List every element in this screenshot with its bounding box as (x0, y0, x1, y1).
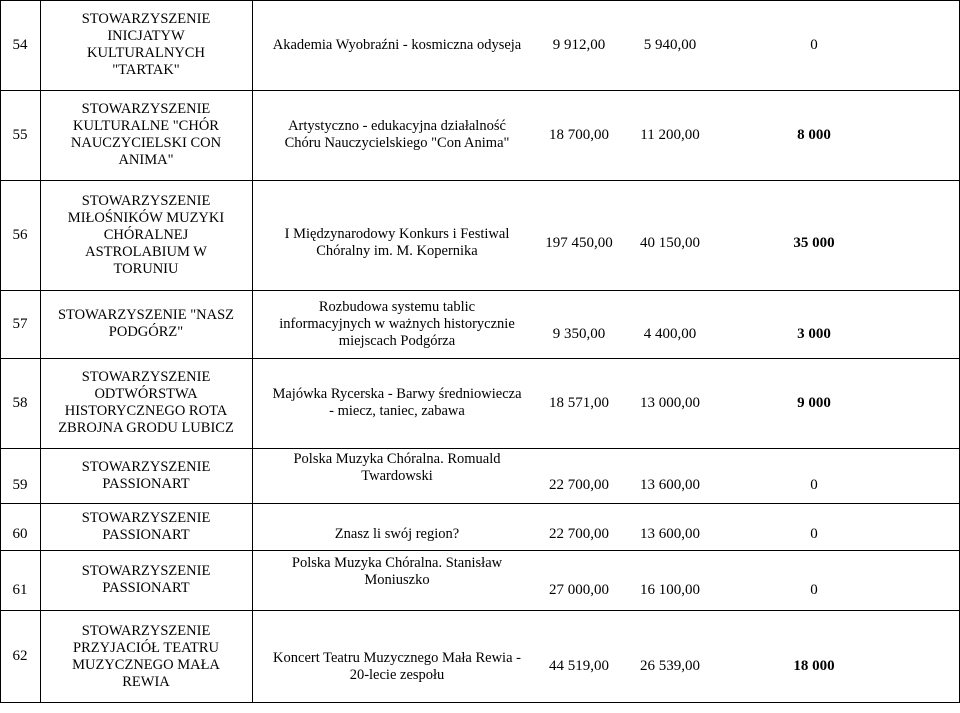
requested-amount: 16 100,00 (640, 581, 700, 598)
total-cost: 22 700,00 (549, 526, 609, 542)
row-number: 61 (12, 581, 28, 598)
row-number: 55 (12, 126, 28, 143)
total-cost: 9 350,00 (552, 325, 606, 342)
organization-name: STOWARZYSZENIE ODTWÓRSTWA HISTORYCZNEGO ROTA ZBROJNA GRODU LUBICZ (58, 369, 234, 436)
project-title: Znasz li swój region? (334, 526, 460, 542)
row-number: 57 (12, 315, 28, 332)
organization-name: STOWARZYSZENIE INICJATYW KULTURALNYCH "TARTAK" (81, 11, 211, 78)
granted-amount: 35 000 (793, 234, 835, 251)
project-title: Polska Muzyka Chóralna. Romuald Twardowski (293, 450, 501, 484)
granted-amount: 0 (810, 36, 818, 53)
total-cost: 44 519,00 (549, 658, 609, 674)
row-number: 58 (12, 394, 28, 411)
project-title: I Międzynarodowy Konkurs i Festiwal Chóralny im. M. Kopernika (284, 226, 510, 259)
requested-amount: 26 539,00 (640, 658, 700, 674)
project-title: Koncert Teatru Muzycznego Mała Rewia - 20-lecie zespołu (273, 649, 521, 683)
granted-amount: 3 000 (797, 325, 831, 342)
organization-name: STOWARZYSZENIE "NASZ PODGÓRZ" (57, 307, 235, 340)
row-number: 56 (12, 226, 28, 243)
requested-amount: 5 940,00 (643, 36, 697, 53)
organization-name: STOWARZYSZENIE PASSIONART (81, 458, 211, 492)
total-cost: 22 700,00 (549, 477, 609, 493)
granted-amount: 0 (810, 477, 818, 493)
row-number: 62 (12, 648, 28, 664)
total-cost: 27 000,00 (549, 581, 609, 598)
requested-amount: 4 400,00 (643, 325, 697, 342)
organization-name: STOWARZYSZENIE PASSIONART (81, 509, 211, 543)
requested-amount: 11 200,00 (640, 126, 700, 143)
requested-amount: 13 000,00 (640, 394, 700, 411)
total-cost: 18 700,00 (549, 126, 609, 143)
granted-amount: 18 000 (793, 658, 835, 674)
total-cost: 18 571,00 (549, 394, 609, 411)
requested-amount: 13 600,00 (640, 477, 700, 493)
row-number: 54 (12, 36, 28, 53)
project-title: Polska Muzyka Chóralna. Stanisław Moniuszko (291, 555, 503, 588)
project-title: Majówka Rycerska - Barwy średniowiecza - miecz, taniec, zabawa (272, 386, 522, 419)
organization-name: STOWARZYSZENIE PASSIONART (81, 563, 211, 596)
project-title: Akademia Wyobraźni - kosmiczna odyseja (272, 36, 522, 53)
organization-name: STOWARZYSZENIE MIŁOŚNIKÓW MUZYKI CHÓRALNEJ ASTROLABIUM W TORUNIU (67, 192, 225, 277)
granted-amount: 8 000 (797, 126, 831, 143)
organization-name: STOWARZYSZENIE KULTURALNE "CHÓR NAUCZYCIELSKI CON ANIMA" (70, 101, 222, 168)
granted-amount: 0 (810, 526, 818, 542)
total-cost: 197 450,00 (545, 234, 613, 251)
requested-amount: 13 600,00 (640, 526, 700, 542)
total-cost: 9 912,00 (552, 36, 606, 53)
row-number: 60 (12, 526, 28, 542)
organization-name: STOWARZYSZENIE PRZYJACIÓŁ TEATRU MUZYCZNEGO MAŁA REWIA (72, 622, 220, 690)
granted-amount: 0 (810, 581, 818, 598)
requested-amount: 40 150,00 (640, 234, 700, 251)
row-number: 59 (12, 477, 28, 493)
project-title: Rozbudowa systemu tablic informacyjnych w ważnych historycznie miejscach Podgórza (279, 298, 515, 349)
granted-amount: 9 000 (797, 394, 831, 411)
project-title: Artystyczno - edukacyjna działalność Chóru Nauczycielskiego "Con Anima" (284, 118, 510, 151)
